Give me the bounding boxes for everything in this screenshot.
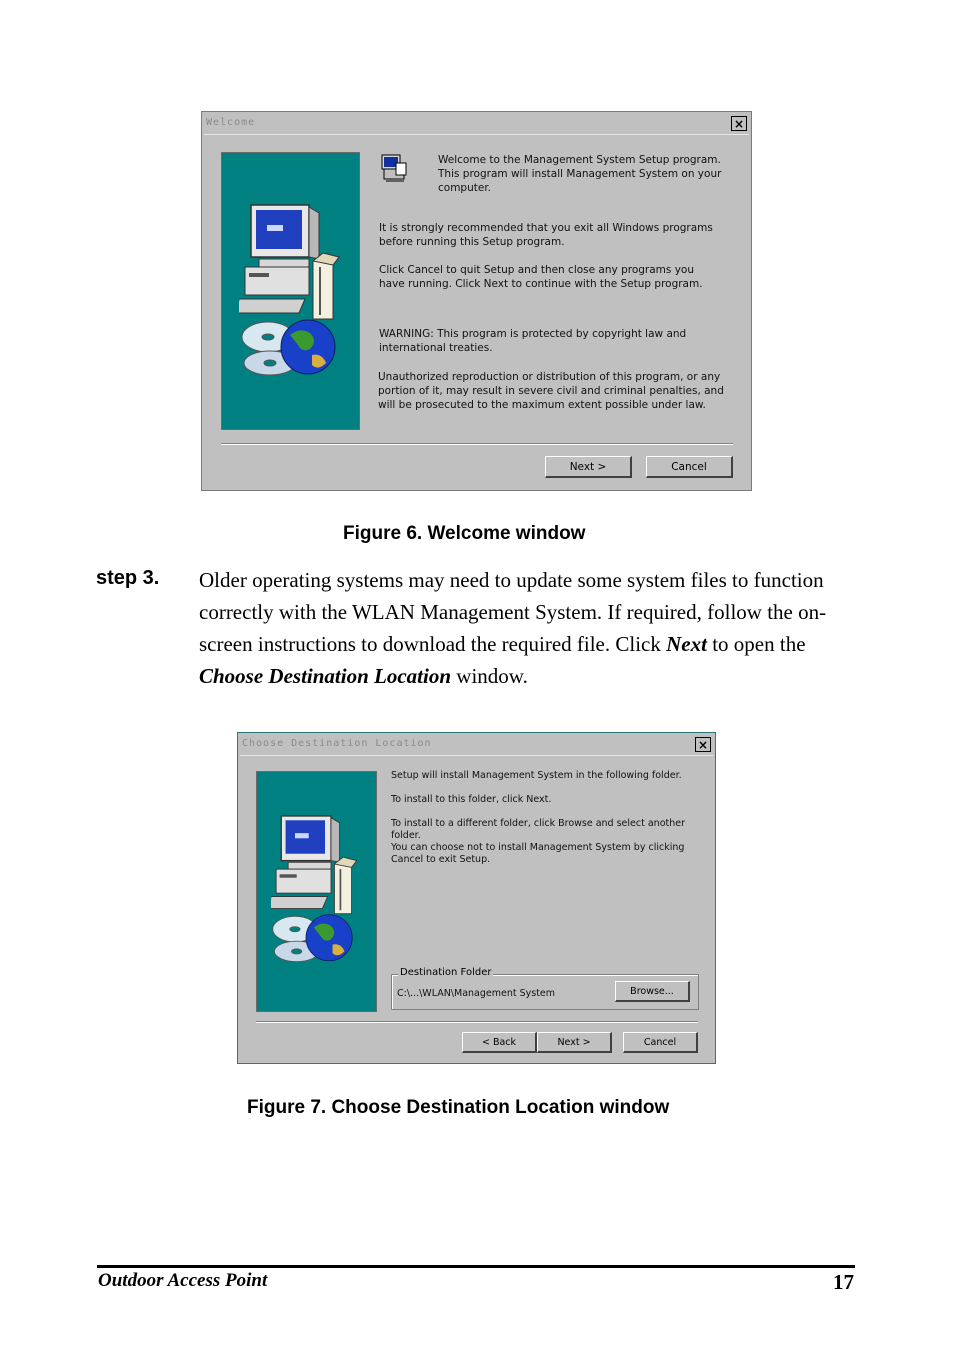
step-label: step 3. bbox=[96, 567, 160, 589]
welcome-divider bbox=[221, 443, 733, 445]
destination-cancel-button[interactable]: Cancel bbox=[623, 1032, 698, 1053]
destination-line2: To install to this folder, click Next. bbox=[391, 794, 552, 805]
globe-icon bbox=[271, 912, 365, 972]
computer-icon bbox=[239, 203, 344, 333]
figure6-caption: Figure 6. Welcome window bbox=[343, 523, 586, 544]
destination-side-panel bbox=[256, 771, 377, 1012]
step-text-part1: Older operating systems may need to update some system files to function correctly with the WLAN Management System. If required, follow the on-screen instructions to download the required file. Click bbox=[199, 568, 827, 656]
welcome-dialog bbox=[201, 111, 752, 491]
destination-window-title: Choose Destination Location bbox=[242, 738, 432, 749]
welcome-window-title: Welcome bbox=[206, 117, 256, 128]
step-next-emphasis: Next bbox=[666, 632, 707, 656]
step-text-part2: to open the bbox=[706, 632, 806, 656]
footer-rule bbox=[97, 1265, 855, 1268]
close-icon: × bbox=[697, 737, 709, 752]
welcome-titlebar[interactable] bbox=[204, 114, 749, 135]
welcome-side-panel bbox=[221, 152, 360, 430]
destination-line3: To install to a different folder, click Browse and select another folder. bbox=[391, 818, 686, 841]
destination-titlebar[interactable] bbox=[240, 735, 713, 756]
globe-icon bbox=[240, 317, 350, 387]
figure7-caption: Figure 7. Choose Destination Location window bbox=[247, 1097, 670, 1118]
step-window-emphasis: Choose Destination Location bbox=[199, 664, 452, 688]
page-number: 17 bbox=[833, 1270, 854, 1294]
browse-button[interactable]: Browse... bbox=[615, 981, 690, 1002]
back-button[interactable]: < Back bbox=[462, 1032, 537, 1053]
close-button[interactable] bbox=[695, 737, 711, 752]
destination-line1: Setup will install Management System in the following folder. bbox=[391, 770, 682, 781]
welcome-unauthorized-text: Unauthorized reproduction or distribution of this program, or any portion of it, may result in severe civil and criminal penalties, and will be prosecuted to the maximum extent possible under law. bbox=[378, 371, 724, 411]
destination-folder-label: Destination Folder bbox=[400, 967, 492, 978]
footer-title: Outdoor Access Point bbox=[98, 1270, 268, 1291]
welcome-next-button[interactable]: Next > bbox=[545, 456, 632, 478]
computer-icon bbox=[271, 814, 361, 926]
destination-dialog bbox=[237, 732, 716, 1064]
destination-folder-path: C:\...\WLAN\Management System bbox=[397, 988, 556, 999]
welcome-intro-text: Welcome to the Management System Setup program. This program will install Management System on your computer. bbox=[438, 154, 722, 194]
welcome-cancel-button[interactable]: Cancel bbox=[646, 456, 733, 478]
destination-next-button[interactable]: Next > bbox=[537, 1032, 612, 1053]
destination-folder-group bbox=[391, 967, 699, 1010]
welcome-cancel-info-text: Click Cancel to quit Setup and then close any programs you have running. Click Next to continue with the Setup program. bbox=[379, 264, 703, 290]
setup-icon bbox=[380, 153, 408, 183]
destination-line4: You can choose not to install Management System by clicking Cancel to exit Setup. bbox=[391, 842, 685, 865]
step-text-part3: window. bbox=[451, 664, 528, 688]
welcome-recommend-text: It is strongly recommended that you exit all Windows programs before running this Setup program. bbox=[379, 222, 713, 248]
destination-divider bbox=[256, 1021, 698, 1023]
welcome-warning-text: WARNING: This program is protected by copyright law and international treaties. bbox=[379, 328, 687, 354]
step-paragraph bbox=[199, 564, 835, 692]
close-icon: × bbox=[733, 116, 745, 131]
close-button[interactable] bbox=[731, 116, 747, 131]
